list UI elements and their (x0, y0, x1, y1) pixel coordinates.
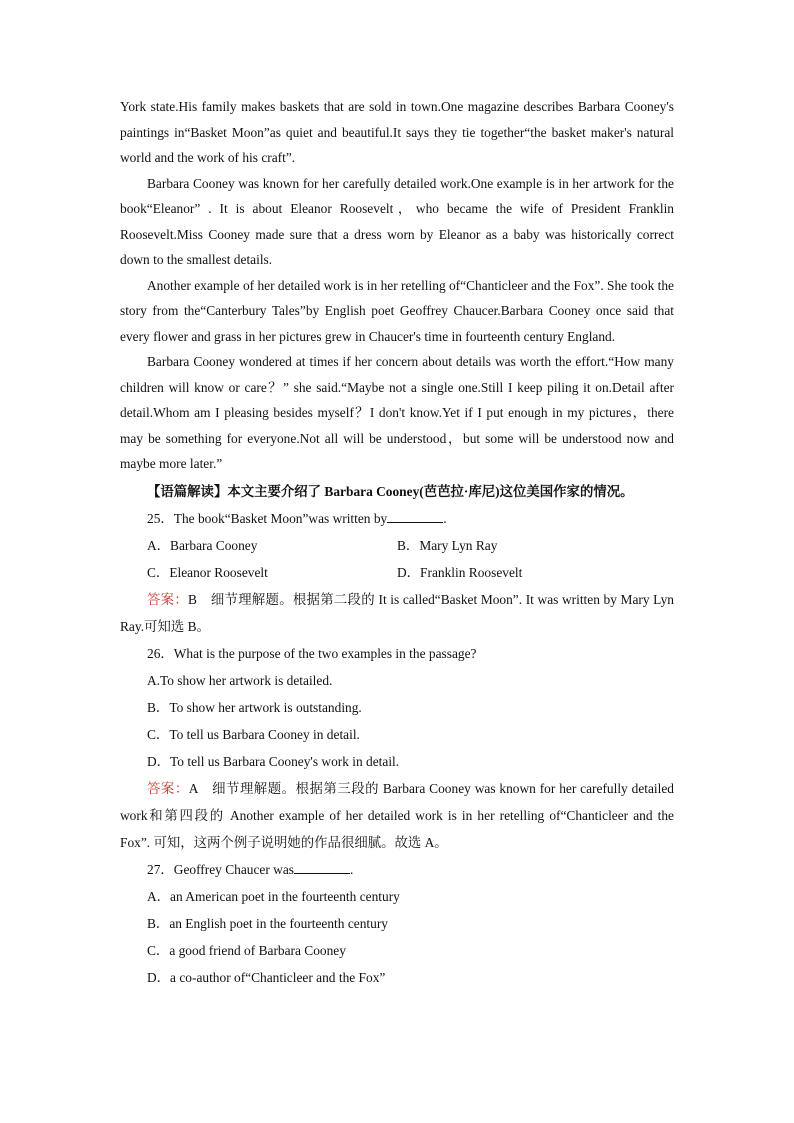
passage-paragraph-4: Barbara Cooney wondered at times if her concern about details was worth the effort.“How many children will know or care？” she said.“Maybe not a single one.Still I keep piling it on.Detail after detail.Whom am I pleasing besides myself？I don't know.Yet if I put enough in my pictures，there may be something for everyone.Not all will be understood，but some will be understood now and maybe more later.” (120, 354, 674, 471)
option-d: D．Franklin Roosevelt (397, 564, 523, 580)
passage-analysis (120, 478, 674, 505)
answer-label: 答案： (147, 591, 188, 607)
option-d: D．a co-author of“Chanticleer and the Fox” (147, 969, 386, 985)
option-a: A．Barbara Cooney (147, 537, 258, 553)
option-b: B．To show her artwork is outstanding. (147, 699, 362, 715)
passage-paragraph-1: York state.His family makes baskets that are sold in town.One magazine describes Barbara Cooney's paintings in“Basket Moon”as quiet and beautiful.It says they tie together“the basket maker's natural world and the work of his craft”. (120, 99, 674, 165)
answer-label: 答案： (147, 780, 189, 796)
passage-paragraph-2: Barbara Cooney was known for her carefully detailed work.One example is in her artwork for the book“Eleanor” . It is about Eleanor Roosevelt，who became the wife of President Franklin Roosevelt.Miss Cooney made sure that a dress worn by Eleanor as a baby was historically correct down to the smallest details. (120, 175, 674, 267)
option-b: B．an English poet in the fourteenth century (147, 915, 388, 931)
analysis-label: 【语篇解读】 (147, 483, 228, 499)
answer-explanation: A 细节理解题。根据第三段的 Barbara Cooney was known for her carefully detailed work和第四段的 Another example of her detailed work is in her retelling of“Chanticleer and the Fox”. 可知，这两个例子说明她的作品很细腻。故选 A。 (120, 780, 675, 850)
question-25-options-row-2 (120, 559, 674, 586)
option-c: C．Eleanor Roosevelt (147, 564, 268, 580)
question-27-stem: 27．Geoffrey Chaucer was . (147, 861, 354, 877)
question-25-answer (120, 586, 674, 640)
question-26-answer (120, 775, 674, 856)
analysis-text: 本文主要介绍了 Barbara Cooney(芭芭拉·库尼)这位美国作家的情况。 (227, 483, 634, 499)
answer-blank (387, 510, 443, 523)
option-d: D．To tell us Barbara Cooney's work in detail. (147, 753, 400, 769)
option-b: B．Mary Lyn Ray (397, 537, 498, 553)
option-a: A．an American poet in the fourteenth century (147, 888, 400, 904)
question-25-options-row-1 (120, 532, 674, 559)
question-25-stem: 25．The book“Basket Moon”was written by . (147, 510, 447, 526)
option-c: C．To tell us Barbara Cooney in detail. (147, 726, 360, 742)
question-26-stem: 26．What is the purpose of the two examples in the passage? (147, 645, 477, 661)
option-a: A.To show her artwork is detailed. (147, 672, 333, 688)
document-page (120, 94, 674, 991)
answer-explanation: B 细节理解题。根据第二段的 It is called“Basket Moon”. It was written by Mary Lyn Ray.可知选 B。 (120, 591, 674, 634)
passage-paragraph-3: Another example of her detailed work is in her retelling of“Chanticleer and the Fox”. She took the story from the“Canterbury Tales”by English poet Geoffrey Chaucer.Barbara Cooney once said that every flower and grass in her pictures grew in Chaucer's time in fourteenth century England. (120, 277, 674, 344)
option-c: C．a good friend of Barbara Cooney (147, 942, 346, 958)
answer-blank (294, 861, 350, 874)
